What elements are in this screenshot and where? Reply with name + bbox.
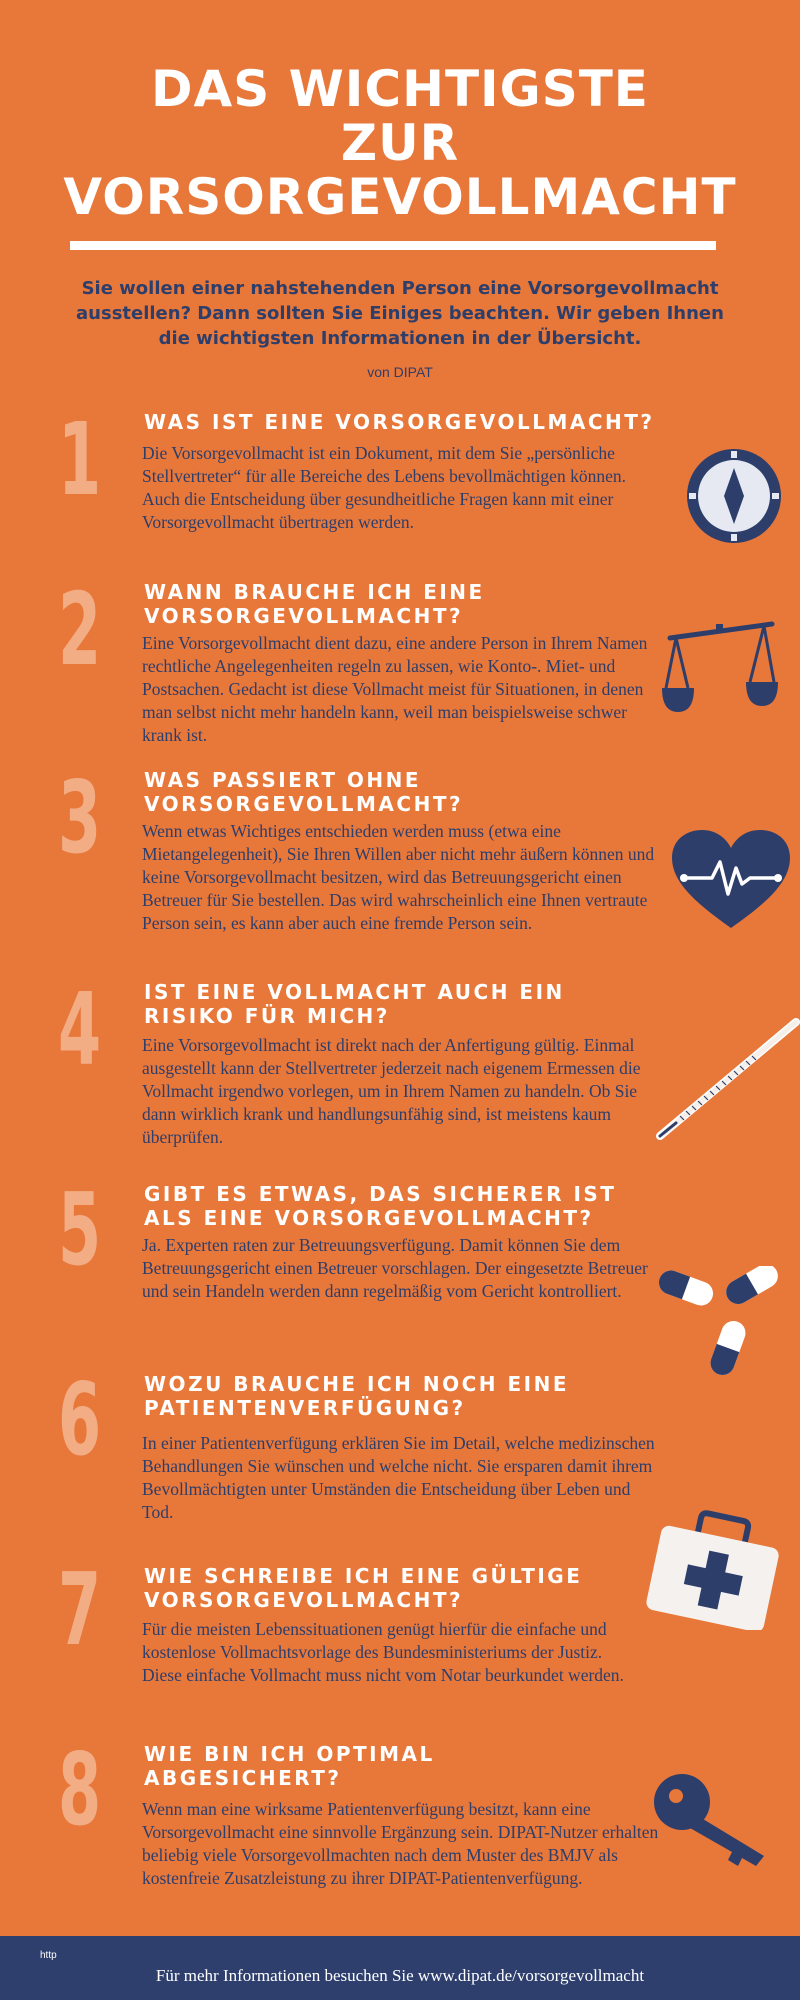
- title-line-2: ZUR: [340, 114, 460, 172]
- section-heading: WIE SCHREIBE ICH EINE GÜLTIGE VORSORGEVOLLMACHT?: [144, 1564, 583, 1612]
- section-number: 4: [58, 971, 102, 1088]
- scales-icon: [662, 620, 778, 730]
- section-number: 2: [58, 571, 102, 688]
- title-divider: [70, 241, 716, 250]
- compass-icon: [684, 446, 784, 546]
- section-heading: WOZU BRAUCHE ICH NOCH EINE PATIENTENVERFÜGUNG?: [144, 1372, 569, 1420]
- footer-small-text: http: [40, 1950, 57, 1961]
- section-body: Wenn man eine wirksame Patientenverfügung besitzt, kann eine Vorsorgevollmacht eine sinnvolle Ergänzung sein. DIPAT-Nutzer erhalten beliebig viele Vorsorgevollmachten nach dem Muster des BMJV als kostenfreie Zusatzleistung zu ihrer DIPAT-Patientenverfügung.: [142, 1799, 659, 1888]
- first-aid-kit-icon: [644, 1510, 784, 1630]
- section-body: Wenn etwas Wichtiges entschieden werden muss (etwa eine Mietangelegenheit), Sie Ihren Willen aber nicht mehr äußern können und keine Vorsorgevollmacht besitzen, wird das Betreuungsgericht einen Betreuer für Sie bestellen. Das wird wahrscheinlich eine Ihnen vertraute Person sein, es kann aber auch eine fremde Person sein.: [142, 821, 655, 933]
- section-number: 7: [58, 1551, 102, 1668]
- byline: von DIPAT: [367, 364, 433, 380]
- section-number: 1: [58, 401, 102, 518]
- section-body: In einer Patientenverfügung erklären Sie im Detail, welche medizinschen Behandlungen Sie wünschen und welche nicht. Sie ersparen damit ihrem Bevollmächtigten unter Umständen die Entscheidung über Leben und Tod.: [142, 1433, 655, 1522]
- section-number: 3: [58, 759, 102, 876]
- key-icon: [652, 1770, 772, 1870]
- section-body: Eine Vorsorgevollmacht dient dazu, eine andere Person in Ihrem Namen rechtliche Angelegenheiten regeln zu lassen, wie Konto-. Miet- und Postsachen. Gedacht ist diese Vollmacht meist für Situationen, in denen man selbst nicht mehr handeln kann, weil man beispielsweise schwer krank ist.: [142, 633, 648, 745]
- section-body: Eine Vorsorgevollmacht ist direkt nach der Anfertigung gültig. Einmal ausgestellt kann der Stellvertreter jederzeit nach eigenem Ermessen die Vollmacht irgendwo vorlegen, um in Ihrem Namen zu handeln. Ob Sie dann wirklich krank und handlungsunfähig sind, ist meistens kaum überprüfen.: [142, 1035, 641, 1147]
- section-number: 8: [58, 1731, 102, 1848]
- footer-bar: [0, 1936, 800, 2000]
- section-body: Ja. Experten raten zur Betreuungsverfügung. Damit können Sie dem Betreuungsgericht einen Betreuer vorschlagen. Der eingesetzte Betreuer und sein Handeln werden dann regelmäßig vom Gericht kontrolliert.: [142, 1235, 648, 1301]
- section-body: Die Vorsorgevollmacht ist ein Dokument, mit dem Sie „persönliche Stellvertreter“ für alle Bereiche des Lebens bevollmächtigen können. Auch die Entscheidung über gesundheitliche Fragen kann mit einer Vorsorgevollmacht übertragen werden.: [142, 443, 626, 532]
- section-number: 6: [58, 1361, 102, 1478]
- title-line-1: DAS WICHTIGSTE: [151, 60, 649, 118]
- section-body: Für die meisten Lebenssituationen genügt hierfür die einfache und kostenlose Vollmachtsvorlage des Bundesministeriums der Justiz. Diese einfache Vollmacht muss nicht vom Notar beurkundet werden.: [142, 1619, 624, 1685]
- footer-link-text[interactable]: Für mehr Informationen besuchen Sie www.dipat.de/vorsorgevollmacht: [155, 1966, 645, 1985]
- heartbeat-icon: [670, 828, 792, 932]
- section-heading: WAS IST EINE VORSORGEVOLLMACHT?: [144, 410, 655, 434]
- section-number: 5: [58, 1171, 102, 1288]
- intro-text: Sie wollen einer nahstehenden Person eine Vorsorgevollmacht ausstellen? Dann sollten Sie Einiges beachten. Wir geben Ihnen die wichtigsten Informationen in der Übersicht.: [76, 278, 724, 349]
- section-heading: WANN BRAUCHE ICH EINE VORSORGEVOLLMACHT?: [144, 580, 485, 628]
- section-heading: WIE BIN ICH OPTIMAL ABGESICHERT?: [144, 1742, 435, 1790]
- thermometer-icon: [650, 1016, 800, 1146]
- pills-icon: [656, 1266, 780, 1390]
- page-title: [0, 62, 800, 224]
- section-heading: WAS PASSIERT OHNE VORSORGEVOLLMACHT?: [144, 768, 464, 816]
- section-heading: IST EINE VOLLMACHT AUCH EIN RISIKO FÜR MICH?: [144, 980, 565, 1028]
- section-heading: GIBT ES ETWAS, DAS SICHERER IST ALS EINE VORSORGEVOLLMACHT?: [144, 1182, 617, 1230]
- title-line-3: VORSORGEVOLLMACHT: [63, 168, 737, 226]
